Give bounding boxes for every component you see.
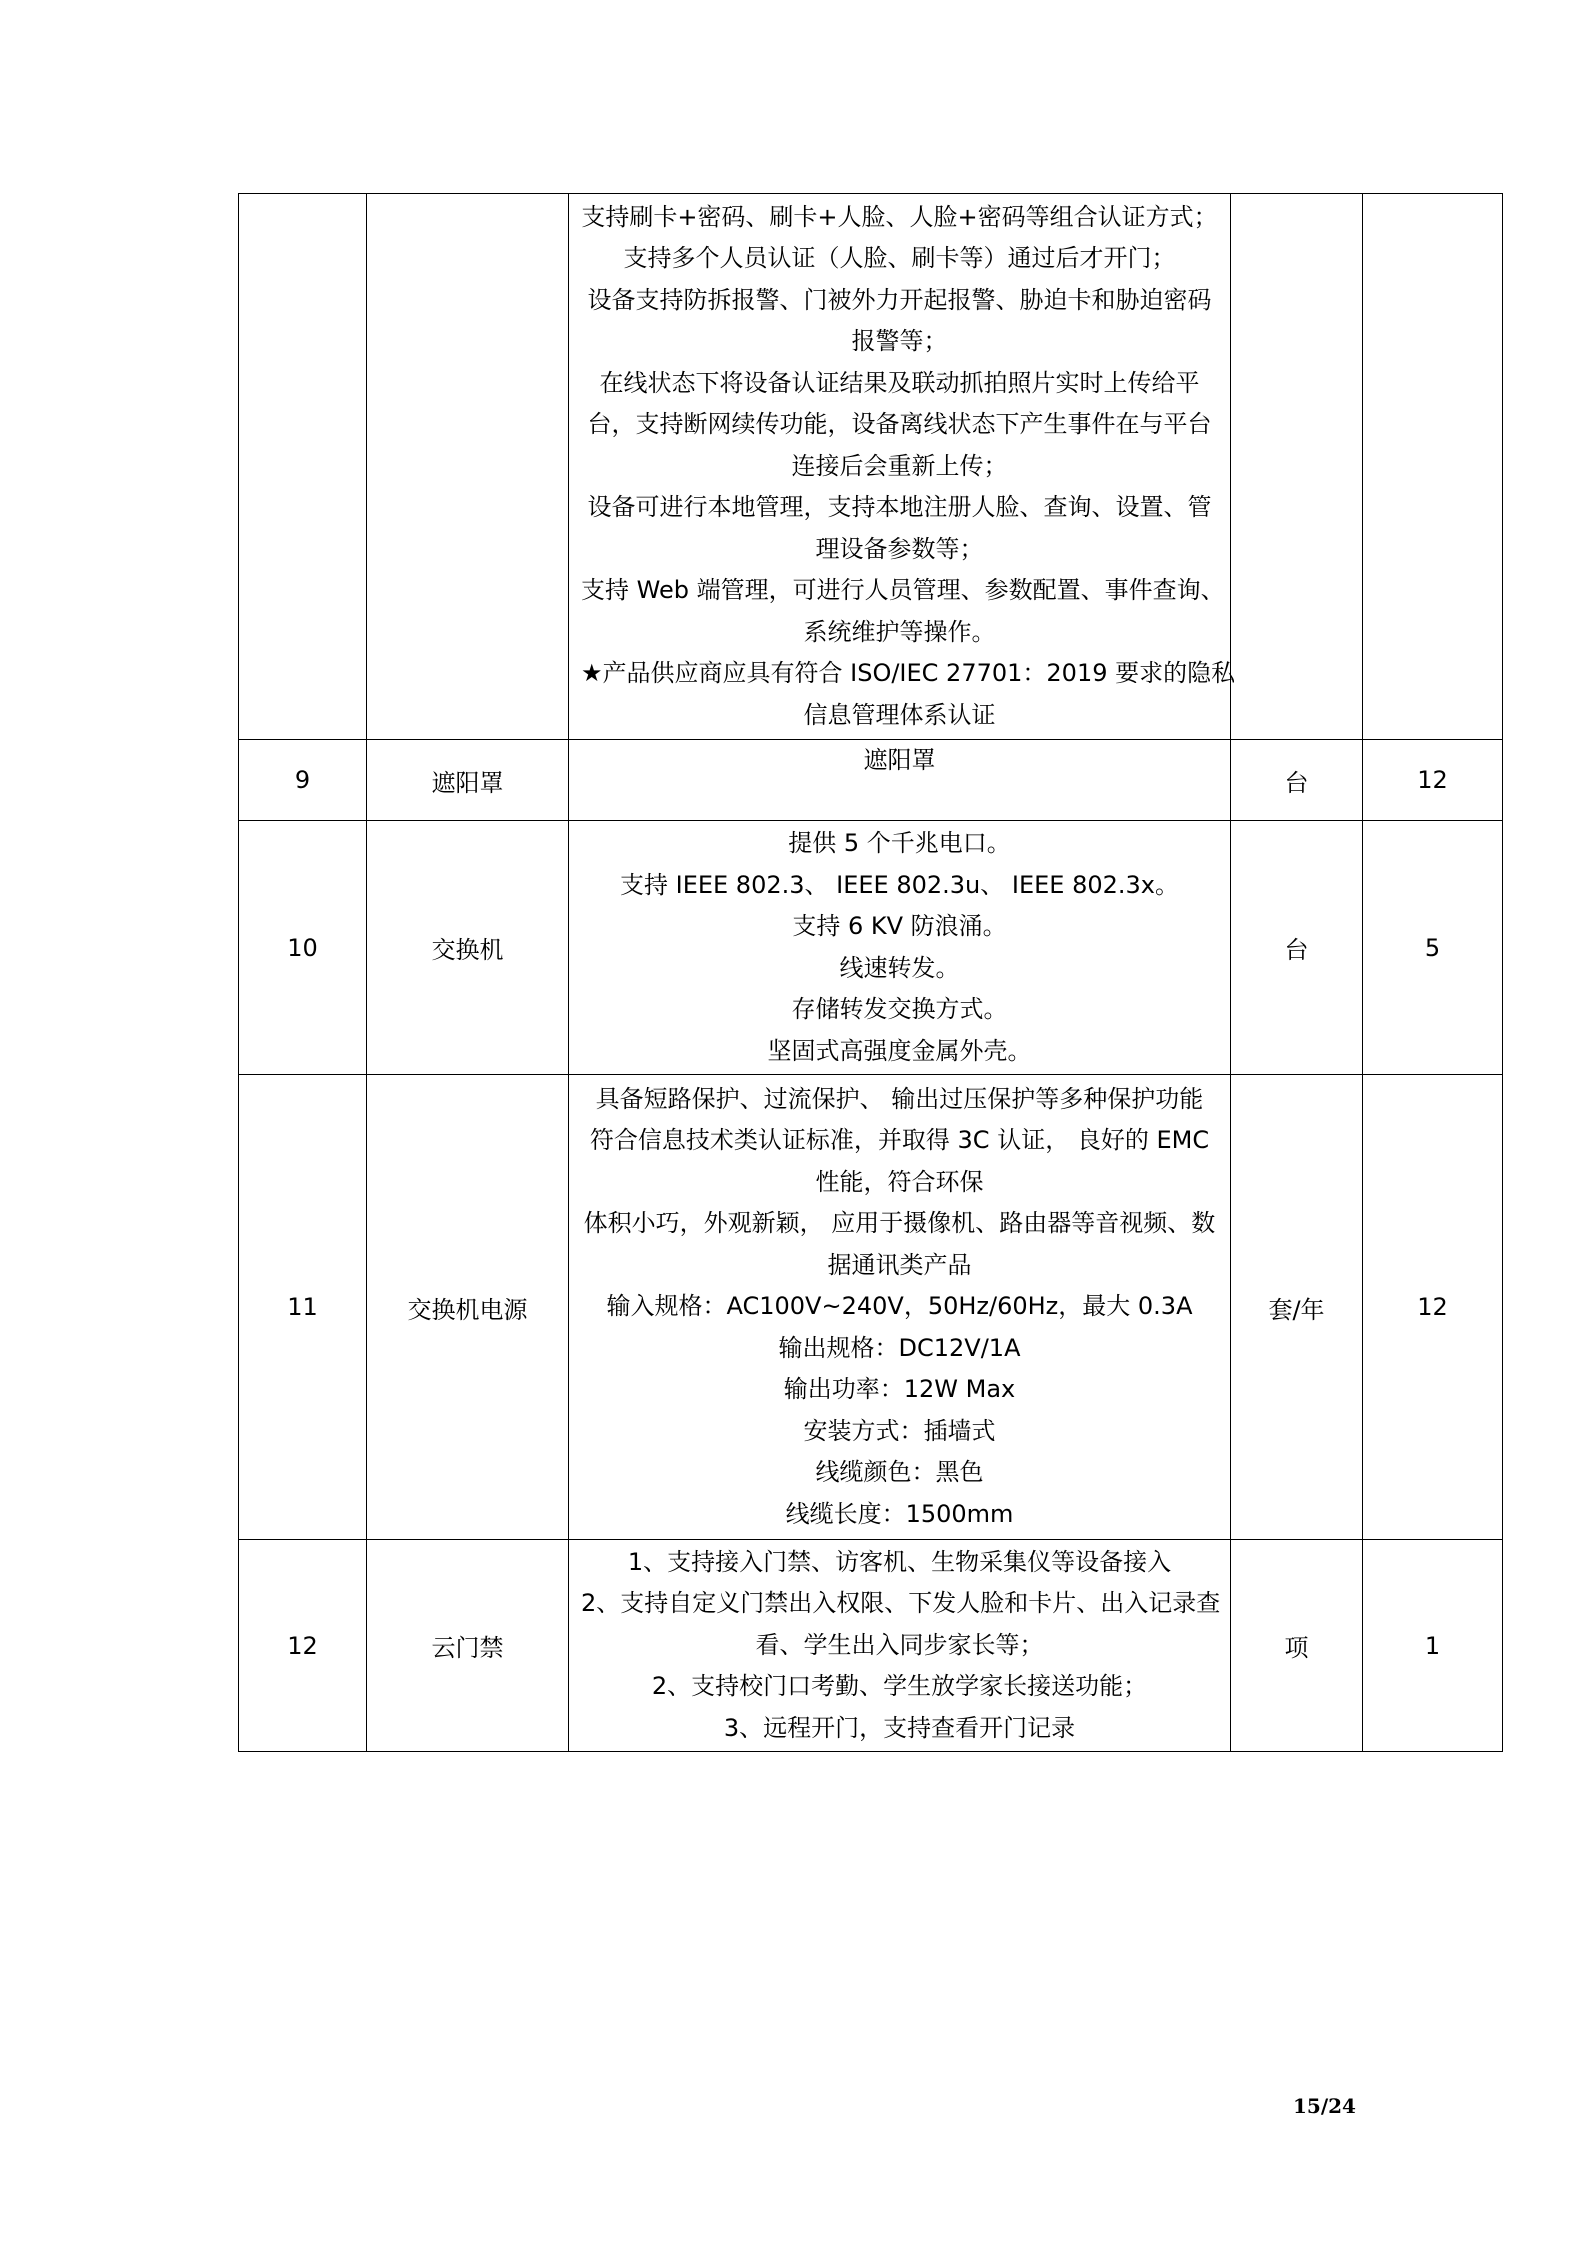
spec-line: 系统维护等操作。 [803,617,996,646]
spec-line: 支持 Web 端管理，可进行人员管理、参数配置、事件查询、 [581,576,1225,605]
spec-line: 输出规格：DC12V/1A [778,1333,1021,1362]
item-spec-cell [569,1540,1231,1752]
spec-line: 体积小巧，外观新颖， 应用于摄像机、路由器等音视频、数 [583,1209,1216,1238]
spec-line: 支持多个人员认证（人脸、刷卡等）通过后才开门； [623,244,1176,273]
item-name-cell [367,194,569,740]
item-unit-cell: 台 [1231,740,1363,821]
spec-line: 连接后会重新上传； [791,451,1008,480]
spec-line: 遮阳罩 [863,746,936,774]
spec-line: 性能，符合环保 [815,1167,984,1196]
item-spec-cell [569,821,1231,1075]
spec-line: 支持刷卡+密码、刷卡+人脸、人脸+密码等组合认证方式； [581,202,1218,231]
item-number-cell: 12 [239,1540,367,1752]
spec-line: ★产品供应商应具有符合 ISO/IEC 27701：2019 要求的隐私 [581,659,1236,688]
spec-line: 符合信息技术类认证标准，并取得 3C 认证， 良好的 EMC [589,1126,1210,1155]
spec-line: 信息管理体系认证 [803,700,996,729]
item-unit-cell [1231,194,1363,740]
table-row [239,740,1503,821]
spec-line: 设备可进行本地管理，支持本地注册人脸、查询、设置、管 [587,493,1212,522]
item-spec-cell [569,740,1231,821]
item-quantity-cell: 1 [1363,1540,1503,1752]
spec-line: 3、远程开门，支持查看开门记录 [723,1713,1076,1742]
table-row [239,821,1503,1075]
spec-line: 具备短路保护、过流保护、 输出过压保护等多种保护功能 [595,1084,1204,1113]
spec-line: 设备支持防拆报警、门被外力开起报警、胁迫卡和胁迫密码 [587,285,1212,314]
table-row [239,1075,1503,1540]
spec-line: 输出功率：12W Max [783,1375,1016,1404]
item-spec-cell [569,194,1236,740]
equipment-spec-table [238,193,1503,1752]
item-spec-cell [569,1075,1231,1540]
spec-line: 输入规格：AC100V~240V，50Hz/60Hz，最大 0.3A [606,1292,1193,1321]
item-name-cell: 云门禁 [367,1540,569,1752]
item-number-cell [239,194,367,740]
spec-line: 1、支持接入门禁、访客机、生物采集仪等设备接入 [627,1547,1172,1576]
spec-line: 据通讯类产品 [827,1250,972,1279]
spec-line: 线缆颜色：黑色 [815,1458,984,1487]
spec-line: 理设备参数等； [815,534,984,563]
item-quantity-cell: 5 [1363,821,1503,1075]
spec-line: 台，支持断网续传功能，设备离线状态下产生事件在与平台 [587,410,1212,439]
item-name-cell: 交换机电源 [367,1075,569,1540]
table-row [239,1540,1503,1752]
spec-line: 存储转发交换方式。 [791,995,1008,1023]
item-quantity-cell: 12 [1363,1075,1503,1540]
spec-line: 线缆长度：1500mm [785,1499,1014,1528]
item-quantity-cell: 12 [1363,740,1503,821]
spec-line: 安装方式：插墙式 [803,1416,996,1445]
item-unit-cell: 台 [1231,821,1363,1075]
spec-line: 坚固式高强度金属外壳。 [767,1036,1032,1065]
spec-line: 2、支持自定义门禁出入权限、下发人脸和卡片、出入记录查 [581,1589,1221,1618]
spec-line: 报警等； [851,327,948,356]
item-number-cell: 11 [239,1075,367,1540]
table-row [239,194,1503,740]
item-number-cell: 10 [239,821,367,1075]
item-number-cell: 9 [239,740,367,821]
spec-line: 2、支持校门口考勤、学生放学家长接送功能； [651,1672,1148,1701]
spec-line: 提供 5 个千兆电口。 [788,829,1011,857]
item-unit-cell: 项 [1231,1540,1363,1752]
item-name-cell: 遮阳罩 [367,740,569,821]
item-unit-cell: 套/年 [1231,1075,1363,1540]
spec-line: 线速转发。 [839,953,960,982]
spec-line: 支持 IEEE 802.3、 IEEE 802.3u、 IEEE 802.3x。 [619,870,1180,899]
item-name-cell: 交换机 [367,821,569,1075]
item-quantity-cell [1363,194,1503,740]
spec-line: 看、学生出入同步家长等； [755,1630,1044,1659]
spec-line: 支持 6 KV 防浪涌。 [792,912,1007,940]
page-number: 15/24 [1293,2094,1356,2118]
spec-line: 在线状态下将设备认证结果及联动抓拍照片实时上传给平 [599,368,1200,397]
